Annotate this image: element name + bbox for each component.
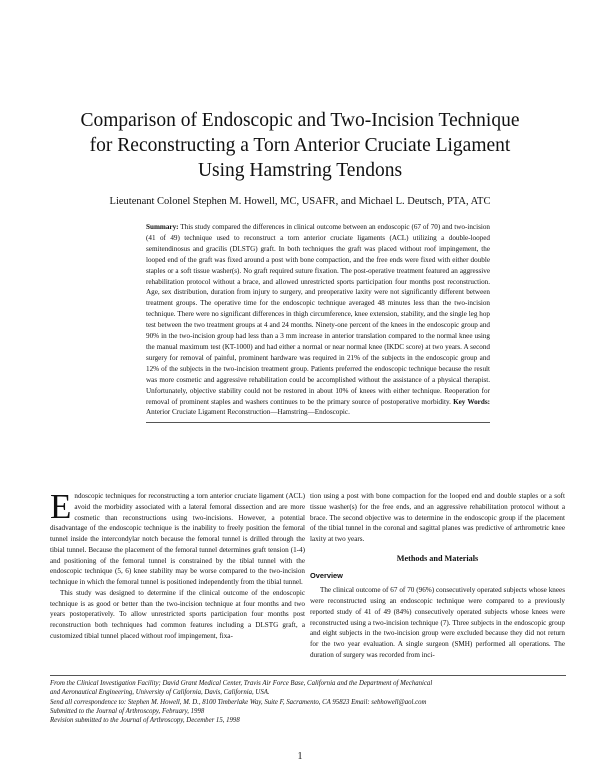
summary-label: Summary: <box>146 223 179 231</box>
footnote-revision: Revision submitted to the Journal of Arthroscopy, December 15, 1998 <box>50 717 240 725</box>
footnote-divider <box>50 675 566 676</box>
right-column <box>310 491 565 661</box>
overview-paragraph: The clinical outcome of 67 of 70 (96%) consecutively operated subjects whose knees were reconstructed using an endoscopic technique were compared to a previously reported study of 41 of 49 (84%) consecutively operated subjects whose knees were reconstructed using a two-incision technique (7). Three subjects in the endoscopic group and eight subjects in the two-incision group were excluded because they did not return for the two year evaluation. A single surgeon (SMH) performed all operations. The duration of surgery was recorded from inci- <box>310 586 565 659</box>
objective-paragraph: This study was designed to determine if the clinical outcome of the endoscopic technique is as good or better than the two-incision technique at four months and two years postoperatively. To allow unrestricted sports participation four months post reconstruction both techniques had common features including a DLSTG graft, a customized tibial tunnel placed without roof impingement, fixa- <box>50 588 305 640</box>
title-line-1: Comparison of Endoscopic and Two-Incision Technique <box>80 110 520 131</box>
summary-abstract <box>146 222 490 423</box>
footnote-affiliation-cont: and Aeronautical Engineering, University of California, Davis, California, USA. <box>50 689 270 697</box>
author-list: Lieutenant Colonel Stephen M. Howell, MC, USAFR, and Michael L. Deutsch, PTA, ATC <box>109 196 491 207</box>
intro-text: ndoscopic techniques for reconstructing a torn anterior cruciate ligament (ACL) avoid the morbidity associated with a lateral femoral dissection and are more cosmetic than reconstructions using two-incisions. However, a potential disadvantage of the endoscopic technique is the inability to freely position the femoral tunnel inside the intercondylar notch because the femoral tunnel is drilled through the tibial tunnel. Because the placement of the femoral tunnel determines graft tension (1-4) and positioning of the femoral tunnel is constrained by the tibial tunnel with the endoscopic technique (5, 6) knee stability may be worse compared to the two-incision technique in which the femoral tunnel is positioned independently from the tibial tunnel. <box>50 492 305 586</box>
title-line-3: Using Hamstring Tendons <box>197 160 403 181</box>
keywords-text: Anterior Cruciate Ligament Reconstruction—Hamstring—Endoscopic. <box>146 408 350 417</box>
footnotes <box>50 679 566 725</box>
summary-text: This study compared the differences in clinical outcome between an endoscopic (67 of 70) and two-incision (41 of 49) technique used to reconstruct a torn anterior cruciate ligaments (ACL) utilizing a double-looped semitendinosus and gracilis (DLSTG) graft. In both techniques the graft was placed without roof impingement, the looped end of the graft was fixed around a post with bone compaction, and the free ends were fixed with either double staples or a soft tissue washer(s). No graft required suture fixation. The post-operative treatment featured an aggressive rehabilitation protocol without a brace, and allowed unrestricted sports participation four months post reconstruction. Age, sex distribution, duration from injury to surgery, and preoperative laxity were not significantly different between treatment groups. The operative time for the endoscopic technique averaged 48 minutes less than the two-incision technique. There were no significant differences in thigh circumference, knee extension, stability, and the single leg hop test between the two treatment groups at 4 and 24 months. Ninety-one percent of the knees in the endoscopic group and 90% in the two-incision group had less than a 3 mm increase in anterior translation compared to the normal knee using the manual maximum test (KT-1000) and had either a normal or near normal knee (IKDC score) at two years. A second surgery for removal of painful, prominent hardware was required in 21% of the subjects in the endoscopic group and 12% of the subjects in the two-incision treatment group. Patients preferred the endoscopic technique because the result was more cosmetic and aggressive rehabilitation could be accomplished without the assistance of a physical therapist. Unfortunately, objective stability could not be restored in about 10% of knees with either technique. Reoperation for removal of prominent staples and washers continues to be the primary source of postoperative morbidity. <box>146 223 490 406</box>
footnote-correspondence: Send all correspondence to: Stephen M. Howell, M. D., 8100 Timberlake Way, Suite F, Sacramento, CA 95823 Email: sebhowell@aol.com <box>50 698 427 706</box>
continued-paragraph: tion using a post with bone compaction for the looped end and double staples or a soft tissue washer(s) for the free ends, and an aggressive rehabilitation protocol without a brace. The second objective was to determine in the endoscopic group if the placement of the tibial tunnel in the coronal and sagittal planes was predictive of arthrometric knee laxity at two years. <box>310 492 565 543</box>
keywords-label: Key Words: <box>453 397 490 406</box>
intro-paragraph <box>50 487 305 588</box>
paper-title <box>40 108 560 183</box>
footnote-affiliation: From the Clinical Investigation Facility; David Grant Medical Center, Travis Air Force Base, California and the Department of Mechanical <box>50 680 433 687</box>
left-column <box>50 487 305 642</box>
title-line-2: for Reconstructing a Torn Anterior Cruciate Ligament <box>89 135 511 156</box>
section-heading-methods: Methods and Materials <box>396 553 479 563</box>
drop-cap: E <box>50 487 72 526</box>
page-number: 1 <box>297 751 303 762</box>
subsection-heading-overview: Overview <box>310 570 343 580</box>
footnote-submitted: Submitted to the Journal of Arthroscopy, February, 1998 <box>50 707 205 715</box>
